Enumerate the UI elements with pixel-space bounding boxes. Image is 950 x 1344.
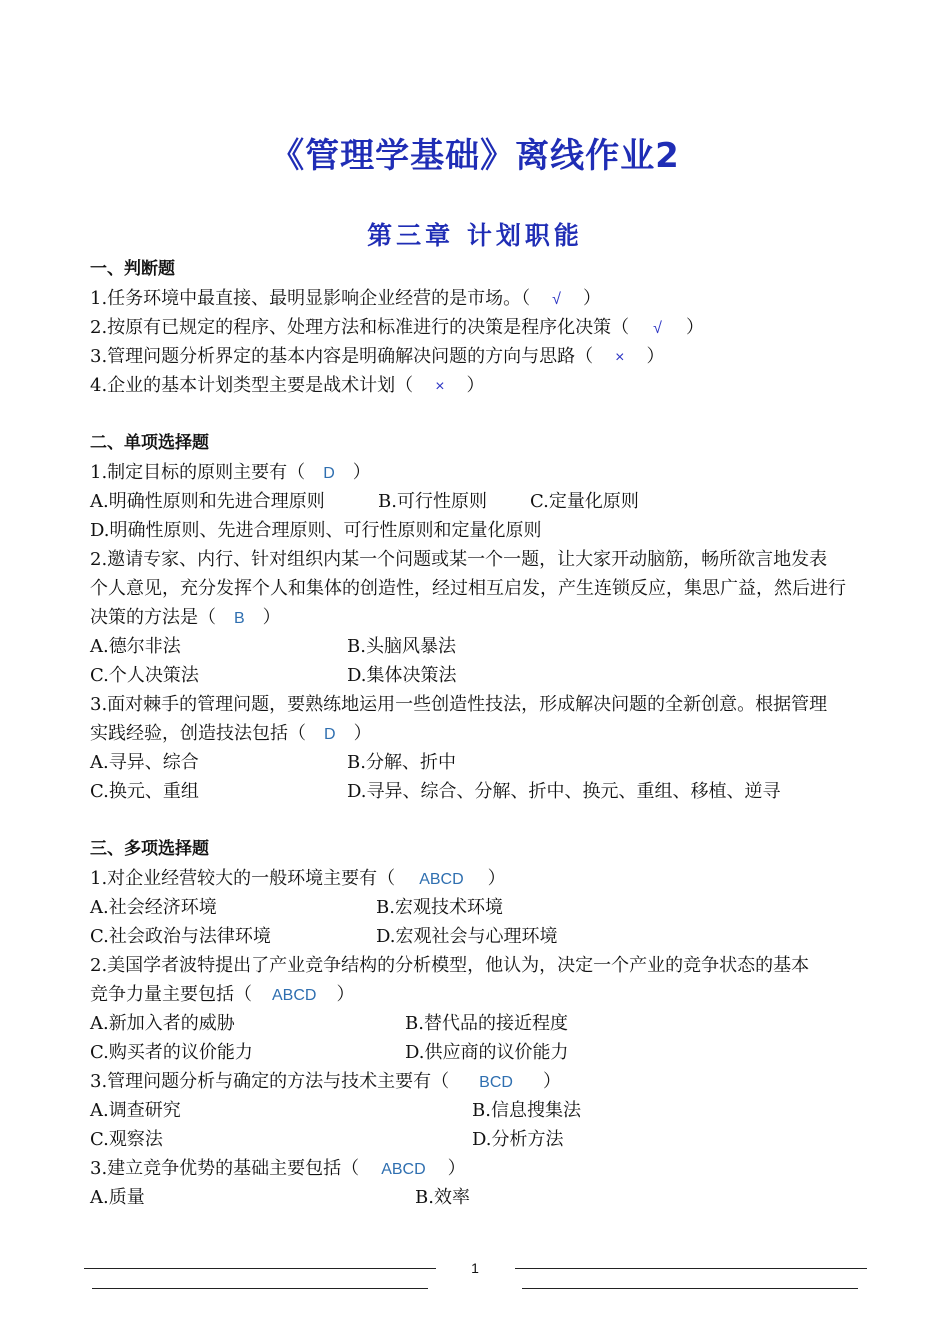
option-b: B.可行性原则 — [378, 491, 487, 512]
options-row — [90, 632, 865, 661]
options-row — [90, 748, 865, 777]
option-a: A.新加入者的威胁 — [90, 1013, 235, 1034]
chapter-title: 第三章 计划职能 — [367, 221, 583, 250]
true-false-item-4: 4.企业的基本计划类型主要是战术计划（ × ） — [90, 375, 485, 396]
answer-cross-mark: × — [435, 378, 445, 395]
multi-choice-q3: 3.管理问题分析与确定的方法与技术主要有（ BCD ） — [90, 1071, 561, 1092]
single-choice-q3-line1: 3.面对棘手的管理问题，要熟练地运用一些创造性技法，形成解决问题的全新创意。根据管理 — [90, 694, 828, 715]
answer-text: ABCD — [272, 987, 317, 1004]
options-row — [90, 777, 865, 806]
answer-text: B — [234, 610, 245, 627]
answer-text: BCD — [479, 1074, 513, 1091]
options-row — [90, 893, 865, 922]
footer-rule — [92, 1288, 428, 1289]
options-row — [90, 1038, 865, 1067]
answer-cross-mark: × — [615, 349, 625, 366]
true-false-item-1: 1.任务环境中最直接、最明显影响企业经营的是市场。（ √ ） — [90, 288, 601, 309]
option-d: D.供应商的议价能力 — [405, 1042, 569, 1063]
options-row — [90, 1183, 865, 1212]
option-b: B.信息搜集法 — [472, 1100, 581, 1121]
option-b: B.替代品的接近程度 — [405, 1013, 568, 1034]
option-d: D.分析方法 — [472, 1129, 564, 1150]
true-false-item-3: 3.管理问题分析界定的基本内容是明确解决问题的方向与思路（ × ） — [90, 346, 665, 367]
single-choice-q2-line3: 决策的方法是（ B ） — [90, 607, 281, 628]
single-choice-q3-line2: 实践经验，创造技法包括（ D ） — [90, 723, 372, 744]
single-choice-q2-line1: 2.邀请专家、内行、针对组织内某一个问题或某一个一题，让大家开动脑筋，畅所欲言地发表 — [90, 549, 828, 570]
option-c: C.观察法 — [90, 1129, 163, 1150]
options-row — [90, 922, 865, 951]
option-b: B.头脑风暴法 — [347, 636, 456, 657]
single-choice-q2-line2: 个人意见，充分发挥个人和集体的创造性，经过相互启发，产生连锁反应，集思广益，然后进行 — [90, 578, 846, 599]
page-number: 1 — [471, 1260, 479, 1276]
footer-rule — [522, 1288, 858, 1289]
option-a: A.德尔非法 — [90, 636, 181, 657]
options-row — [90, 1125, 865, 1154]
option-d: D.集体决策法 — [347, 665, 457, 686]
option-b: B.宏观技术环境 — [376, 897, 503, 918]
option-d: D.寻异、综合、分解、折中、换元、重组、移植、逆寻 — [347, 781, 781, 802]
answer-check-mark: √ — [653, 320, 662, 337]
option-b: B.分解、折中 — [347, 752, 456, 773]
options-row — [90, 661, 865, 690]
option-a: A.社会经济环境 — [90, 897, 217, 918]
option-c: C.换元、重组 — [90, 781, 199, 802]
option-a: A.明确性原则和先进合理原则 — [90, 491, 325, 512]
option-a: A.调查研究 — [90, 1100, 181, 1121]
page-title: 《管理学基础》离线作业2 — [270, 136, 680, 176]
options-row — [90, 1009, 865, 1038]
option-c: C.购买者的议价能力 — [90, 1042, 253, 1063]
options-row — [90, 1096, 865, 1125]
section-heading-multiple-choice: 三、多项选择题 — [90, 839, 209, 859]
answer-text: D — [324, 726, 336, 743]
true-false-item-2: 2.按原有已规定的程序、处理方法和标准进行的决策是程序化决策（ √ ） — [90, 317, 704, 338]
multi-choice-q4: 3.建立竞争优势的基础主要包括（ ABCD ） — [90, 1158, 466, 1179]
document-body — [90, 255, 865, 1212]
option-a: A.质量 — [90, 1187, 145, 1208]
option-a: A.寻异、综合 — [90, 752, 199, 773]
option-d: D.明确性原则、先进合理原则、可行性原则和定量化原则 — [90, 520, 542, 541]
option-c: C.定量化原则 — [530, 491, 639, 512]
answer-check-mark: √ — [552, 291, 561, 308]
section-heading-single-choice: 二、单项选择题 — [90, 433, 209, 453]
section-heading-true-false: 一、判断题 — [90, 259, 175, 279]
multi-choice-q2-line2: 竞争力量主要包括（ ABCD ） — [90, 984, 355, 1005]
answer-text: D — [323, 465, 335, 482]
option-c: C.社会政治与法律环境 — [90, 926, 271, 947]
multi-choice-q1: 1.对企业经营较大的一般环境主要有（ ABCD ） — [90, 868, 506, 889]
option-d: D.宏观社会与心理环境 — [376, 926, 558, 947]
option-b: B.效率 — [415, 1187, 470, 1208]
option-c: C.个人决策法 — [90, 665, 199, 686]
answer-text: ABCD — [381, 1161, 426, 1178]
page-footer — [0, 1258, 950, 1298]
multi-choice-q2-line1: 2.美国学者波特提出了产业竞争结构的分析模型，他认为，决定一个产业的竞争状态的基本 — [90, 955, 810, 976]
options-row — [90, 487, 865, 516]
single-choice-q1: 1.制定目标的原则主要有（ D ） — [90, 462, 371, 483]
answer-text: ABCD — [419, 871, 464, 888]
